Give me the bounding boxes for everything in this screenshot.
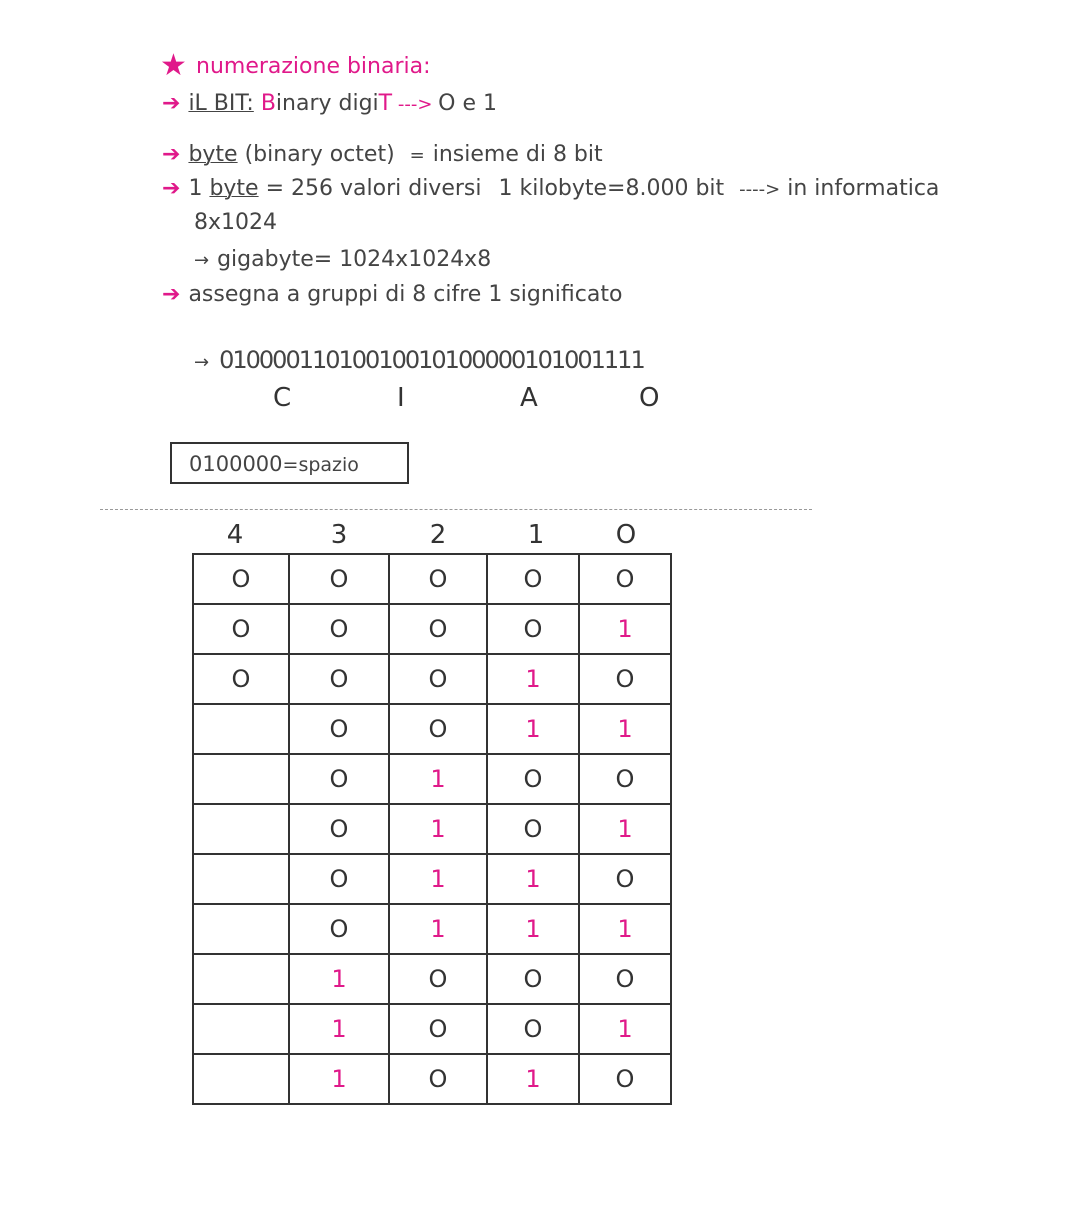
table-cell: O [579,754,671,804]
table-cell: 1 [487,1054,579,1104]
table-row [193,904,671,954]
table-cell: 1 [487,654,579,704]
binary-line [194,348,644,373]
byte-line [162,144,603,166]
table-cell: O [389,604,487,654]
arrow-icon: ➔ [162,142,181,167]
table-cell: O [289,754,389,804]
table-cell: O [289,854,389,904]
star-icon: ★ [160,48,187,83]
space-label: =spazio [282,454,359,476]
table-row [193,604,671,654]
table-cell: O [487,1004,579,1054]
table-cell [193,754,289,804]
table-row [193,854,671,904]
table-cell: O [579,954,671,1004]
table-row [193,1004,671,1054]
table-row [193,804,671,854]
binary-string: 01000011010010010100000101001111 [219,346,644,374]
kb-arrow: ----> [739,179,781,200]
bit-b: B [260,91,276,116]
table-cell: O [487,754,579,804]
table-cell: O [389,1054,487,1104]
page-title: numerazione binaria: [196,54,431,79]
table-cell [193,704,289,754]
table-cell: 1 [289,954,389,1004]
table-row [193,554,671,604]
table-cell: O [389,554,487,604]
table-cell: O [193,554,289,604]
byte-word: byte [188,142,238,167]
table-row [193,1054,671,1104]
table-cell: O [289,654,389,704]
table-cell: 1 [389,804,487,854]
table-cell: O [289,704,389,754]
table-cell: O [193,654,289,704]
bit-values: O e 1 [438,91,497,116]
table-cell: O [193,604,289,654]
informatica: in informatica [787,176,940,201]
table-cell: O [389,954,487,1004]
kilobyte: 1 kilobyte=8.000 bit [498,176,725,201]
table-cell: 1 [579,704,671,754]
table-cell: 1 [487,704,579,754]
divider [100,509,812,510]
byte-eq: = [409,145,425,166]
table-cell: O [389,654,487,704]
header-3: 3 [330,520,348,550]
assign-text: assegna a gruppi di 8 cifre 1 significato [188,282,623,307]
table-cell: O [487,804,579,854]
table-cell: 1 [289,1054,389,1104]
byte-word-2: byte [209,176,259,201]
table-cell [193,1054,289,1104]
table-cell: O [289,604,389,654]
table-cell: 1 [487,854,579,904]
table-cell: 1 [487,904,579,954]
table-cell: O [487,604,579,654]
arrow-icon: ➔ [162,176,181,201]
table-cell: O [389,704,487,754]
table-cell: O [579,654,671,704]
letter-a: A [520,383,538,413]
table-cell: 1 [389,904,487,954]
header-1: 1 [527,520,545,550]
space-box [170,442,409,484]
byte-octet: (binary octet) [237,142,395,167]
table-cell: O [579,554,671,604]
table-cell [193,954,289,1004]
table-cell: 1 [289,1004,389,1054]
table-row [193,654,671,704]
bit-label: iL BIT: [188,91,254,116]
byte-meaning: insieme di 8 bit [432,142,603,167]
table-cell: O [487,554,579,604]
table-row [193,704,671,754]
table-cell: 1 [389,754,487,804]
byte-256: = 256 valori diversi [265,176,482,201]
table-cell: 1 [389,854,487,904]
bit-inary: inary digi [275,91,379,116]
letter-i: I [397,383,405,413]
letter-c: C [273,383,292,413]
binary-arrow: → [194,352,210,373]
table-cell: O [389,1004,487,1054]
table-cell [193,1004,289,1054]
table-cell: O [579,1054,671,1104]
table-cell: O [289,904,389,954]
bit-line [162,93,497,115]
header-0: O [615,520,637,550]
gigabyte-arrow: → [194,250,210,271]
multiplier: 8x1024 [194,210,278,235]
byte-values-line [162,178,939,200]
gigabyte-line [194,249,491,271]
bit-t: T [378,91,393,116]
table-cell: 1 [579,604,671,654]
table-cell [193,804,289,854]
bit-arrow: ---> [392,94,439,115]
header-4: 4 [226,520,244,550]
arrow-icon: ➔ [162,91,181,116]
table-cell: 1 [579,1004,671,1054]
gigabyte-text: gigabyte= 1024x1024x8 [217,247,492,272]
header-2: 2 [429,520,447,550]
binary-table [192,553,672,1105]
table-cell: O [289,804,389,854]
arrow-icon: ➔ [162,282,181,307]
table-cell [193,904,289,954]
byte-one: 1 [188,176,203,201]
assign-line [162,284,622,306]
table-cell: O [487,954,579,1004]
table-cell: 1 [579,904,671,954]
table-row [193,754,671,804]
table-cell: 1 [579,804,671,854]
space-code: 0100000 [189,452,283,476]
table-row [193,954,671,1004]
table-cell [193,854,289,904]
letter-o: O [639,383,660,413]
table-cell: O [579,854,671,904]
table-cell: O [289,554,389,604]
